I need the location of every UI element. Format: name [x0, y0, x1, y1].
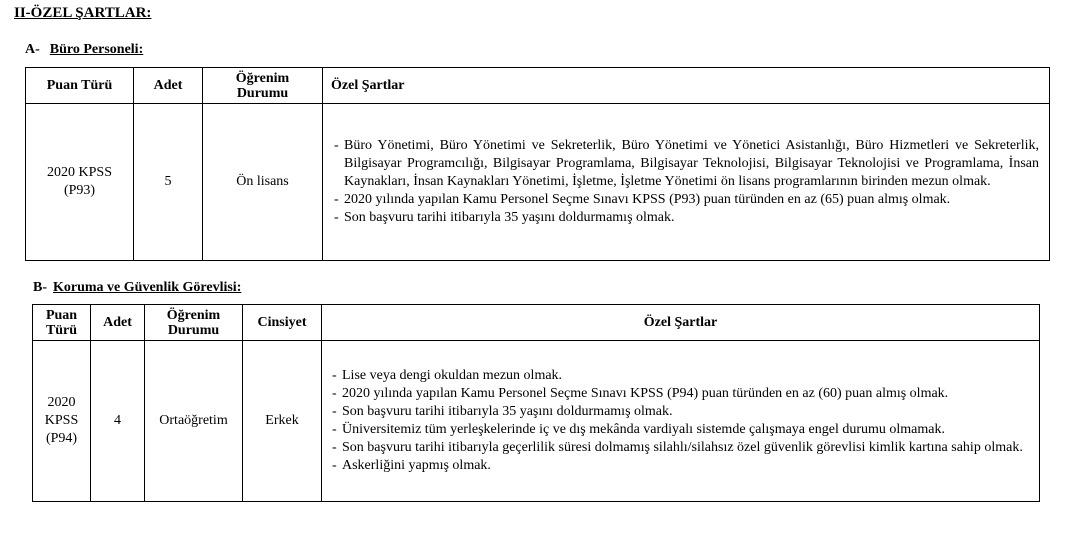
header-adet: Adet	[134, 68, 203, 104]
cell-adet: 4	[91, 341, 145, 502]
header-ogrenim-durumu: Öğrenim Durumu	[203, 68, 323, 104]
section-a-prefix: A-	[25, 42, 40, 57]
header-cinsiyet: Cinsiyet	[243, 305, 322, 341]
cell-ogrenim-durumu: Ön lisans	[203, 104, 323, 261]
section-a-title	[25, 42, 143, 58]
table-header-row	[33, 305, 1040, 341]
cell-ogrenim-durumu: Ortaöğretim	[145, 341, 243, 502]
requirements-list	[323, 137, 1049, 227]
cell-ozel-sartlar	[322, 341, 1040, 502]
table-row	[26, 104, 1050, 261]
header-ozel-sartlar: Özel Şartlar	[323, 68, 1050, 104]
list-item: - Askerliğini yapmış olmak.	[331, 457, 1031, 475]
section-b-title	[33, 280, 241, 296]
table-koruma-guvenlik	[32, 304, 1040, 502]
section-b-label: Koruma ve Güvenlik Görevlisi:	[53, 280, 242, 295]
header-puan-turu: Puan Türü	[33, 305, 91, 341]
header-ozel-sartlar: Özel Şartlar	[322, 305, 1040, 341]
table-row	[33, 341, 1040, 502]
list-item: - Büro Yönetimi, Büro Yönetimi ve Sekreterlik, Büro Yönetimi ve Yönetici Asistanlığı, Büro Hizmetleri ve Sekreterlik, Bilgisayar Programcılığı, Bilgisayar Programlama, Bilgisayar Teknolojisi, Bilgisayar Teknolojisi ve Programlama, İnsan Kaynakları, İnsan Kaynakları Yönetimi, İşletme, İşletme Yönetimi ön lisans programlarının birinden mezun olmak.	[333, 137, 1039, 191]
cell-cinsiyet: Erkek	[243, 341, 322, 502]
cell-adet: 5	[134, 104, 203, 261]
list-item: - 2020 yılında yapılan Kamu Personel Seçme Sınavı KPSS (P94) puan türünden en az (60) puan almış olmak.	[331, 385, 1031, 403]
cell-puan-turu: 2020 KPSS (P94)	[33, 341, 91, 502]
section-b-prefix: B-	[33, 280, 47, 295]
list-item: - Son başvuru tarihi itibarıyla 35 yaşını doldurmamış olmak.	[331, 403, 1031, 421]
table-buro-personeli	[25, 67, 1050, 261]
list-item: - Lise veya dengi okuldan mezun olmak.	[331, 367, 1031, 385]
table-header-row	[26, 68, 1050, 104]
page-heading: II-ÖZEL ŞARTLAR:	[14, 5, 152, 21]
list-item: - 2020 yılında yapılan Kamu Personel Seçme Sınavı KPSS (P93) puan türünden en az (65) puan almış olmak.	[333, 191, 1039, 209]
section-a-label: Büro Personeli:	[49, 42, 144, 57]
requirements-list	[322, 367, 1039, 475]
header-ogrenim-durumu: Öğrenim Durumu	[145, 305, 243, 341]
cell-ozel-sartlar	[323, 104, 1050, 261]
header-adet: Adet	[91, 305, 145, 341]
list-item: - Son başvuru tarihi itibarıyla geçerlilik süresi dolmamış silahlı/silahsız özel güvenlik görevlisi kimlik kartına sahip olmak.	[331, 439, 1031, 457]
list-item: - Üniversitemiz tüm yerleşkelerinde iç ve dış mekânda vardiyalı sistemde çalışmaya engel durumu olmamak.	[331, 421, 1031, 439]
cell-puan-turu: 2020 KPSS (P93)	[26, 104, 134, 261]
header-puan-turu: Puan Türü	[26, 68, 134, 104]
list-item: - Son başvuru tarihi itibarıyla 35 yaşını doldurmamış olmak.	[333, 209, 1039, 227]
